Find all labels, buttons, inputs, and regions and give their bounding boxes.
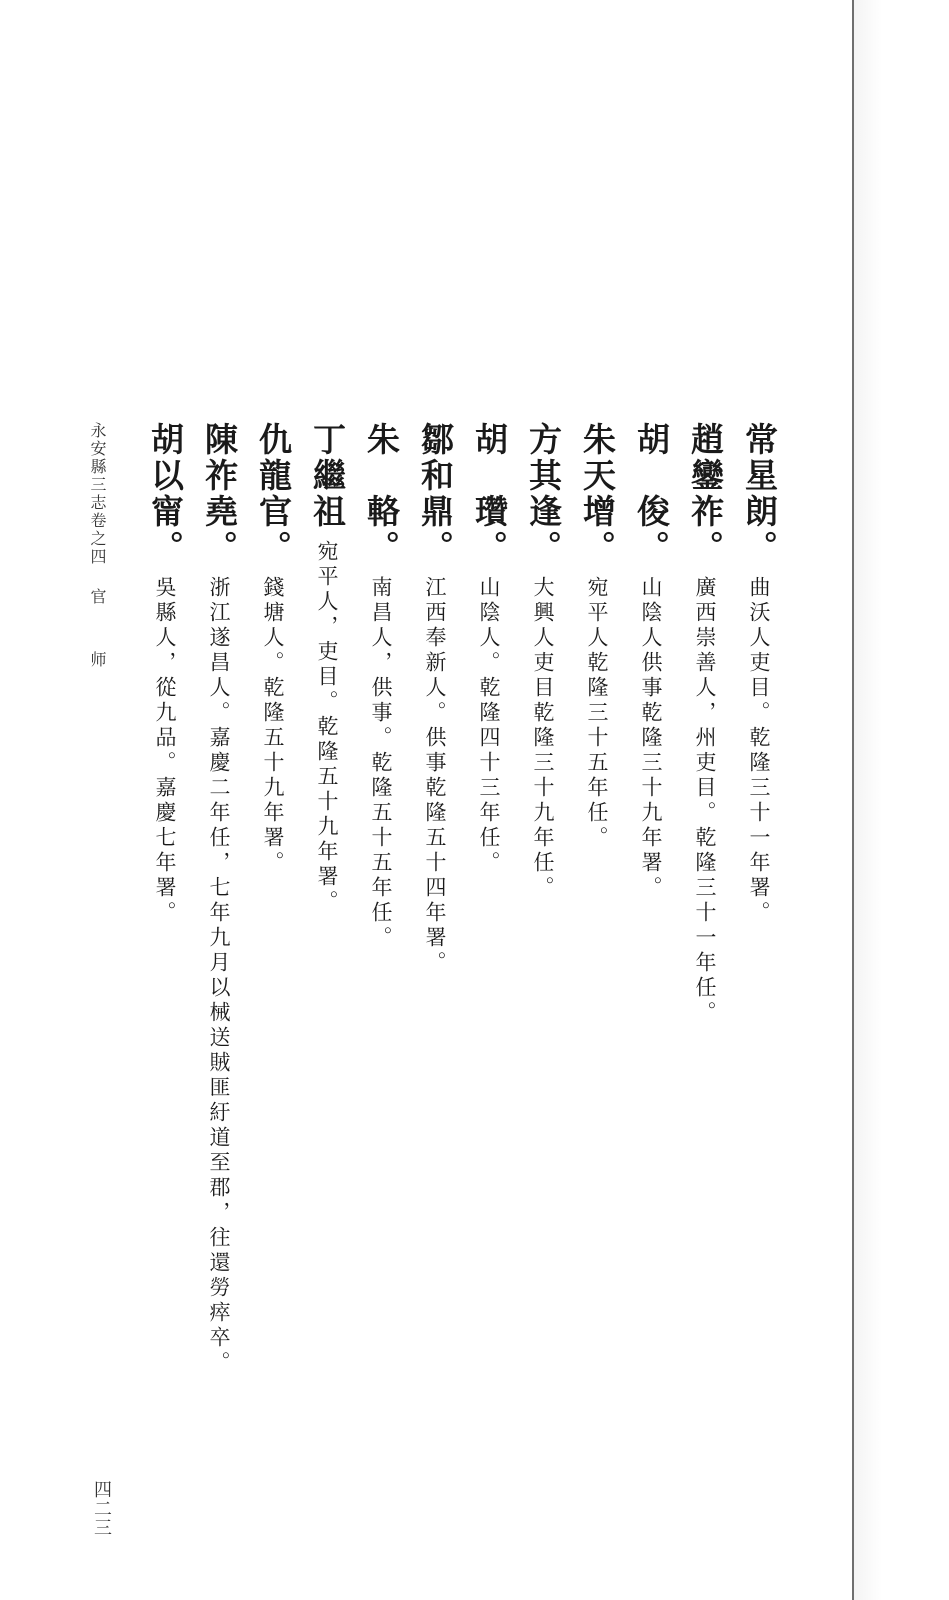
official-entry: [196, 422, 243, 1376]
official-detail: 宛平人乾隆三十五年任。: [585, 576, 609, 851]
official-detail: 吳縣人，從九品。嘉慶七年署。: [153, 576, 177, 926]
official-entry: [412, 422, 459, 976]
official-entry: [736, 422, 783, 926]
official-name: 丁繼祖: [308, 422, 347, 530]
official-detail: 江西奉新人。供事乾隆五十四年署。: [423, 576, 447, 976]
running-head: [86, 422, 109, 681]
official-detail: 宛平人，吏目。乾隆五十九年署。: [315, 540, 339, 915]
official-detail: 廣西崇善人，州吏目。乾隆三十一年任。: [693, 576, 717, 1026]
official-name: 方其逢。: [524, 422, 563, 566]
official-name: 胡以甯。: [146, 422, 185, 566]
official-detail: 曲沃人吏目。乾隆三十一年署。: [747, 576, 771, 926]
official-entry: [358, 422, 405, 951]
official-name: 趙鑾祚。: [686, 422, 725, 566]
official-detail: 山陰人。乾隆四十三年任。: [477, 576, 501, 876]
official-name: 朱 輅。: [362, 422, 401, 566]
official-name: 鄒和鼎。: [416, 422, 455, 566]
official-detail: 山陰人供事乾隆三十九年署。: [639, 576, 663, 901]
official-name: 仇龍官。: [254, 422, 293, 566]
official-entry: [250, 422, 297, 876]
page-number: 四二三: [91, 1480, 112, 1537]
official-name: 胡 瓚。: [470, 422, 509, 566]
official-name: 胡 俊。: [632, 422, 671, 566]
official-entry: [142, 422, 189, 926]
official-entry: [682, 422, 729, 1026]
official-detail: 浙江遂昌人。嘉慶二年任，七年九月以械送賊匪紆道至郡，往還勞瘁卒。: [207, 576, 231, 1376]
running-head-book: 永安縣三志卷之四: [88, 422, 107, 566]
official-entry: [304, 422, 351, 915]
official-name: 朱天增。: [578, 422, 617, 566]
official-detail: 南昌人，供事。乾隆五十五年任。: [369, 576, 393, 951]
official-detail: 大興人吏目乾隆三十九年任。: [531, 576, 555, 901]
running-head-section: 官 师: [88, 588, 107, 681]
official-entry: [628, 422, 675, 901]
official-detail: 錢塘人。乾隆五十九年署。: [261, 576, 285, 876]
scan-page-edge: [852, 0, 854, 1600]
official-entry: [574, 422, 621, 851]
scan-page-shadow: [854, 0, 949, 1600]
official-entry: [520, 422, 567, 901]
official-entry: [466, 422, 513, 876]
official-name: 陳祚堯。: [200, 422, 239, 566]
official-name: 常星朗。: [740, 422, 779, 566]
